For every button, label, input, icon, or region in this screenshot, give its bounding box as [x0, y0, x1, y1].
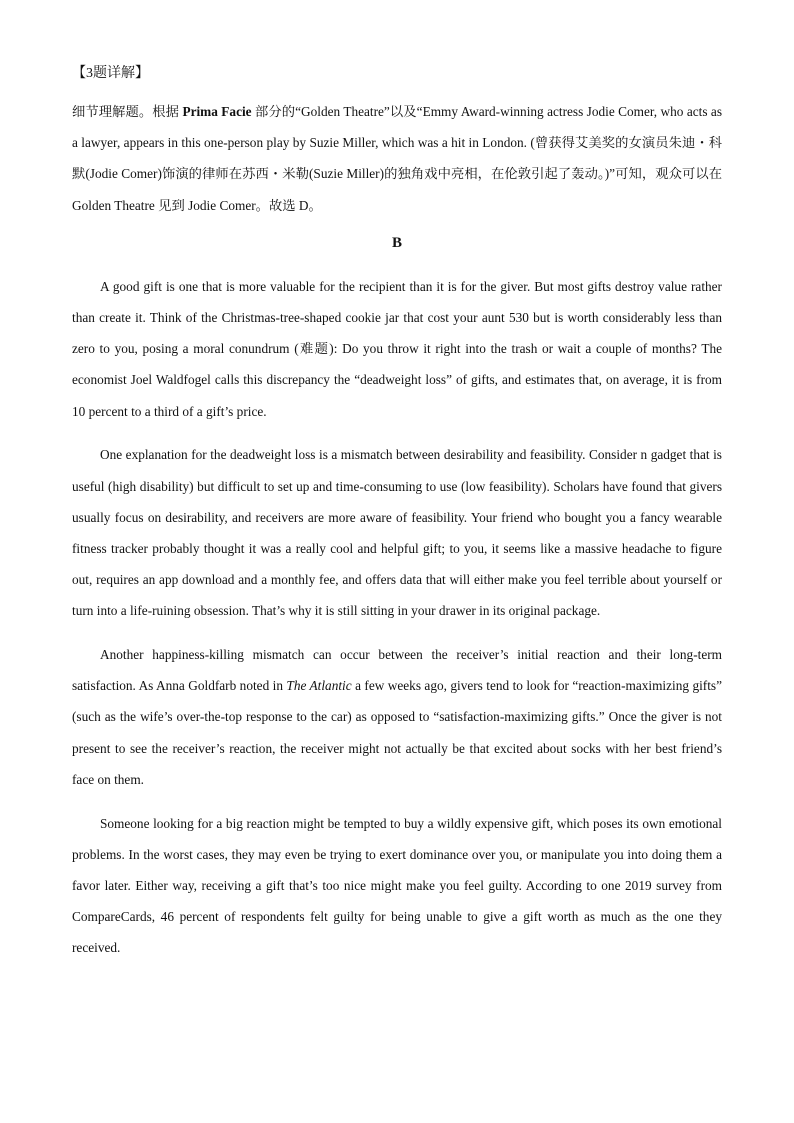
paragraph-3-text-2: a few weeks ago, givers tend to look for “reaction-maximizing gifts” (such as the wife’s over-the-top response to the car) as opposed to “satisfaction-maximizing gifts.” Once the giver is not present to see the receiver’s reaction, the receiver might not actually be that excited about socks with her best friend’s face on them. — [72, 678, 722, 787]
passage-paragraph-2: One explanation for the deadweight loss is a mismatch between desirability and feasibility. Consider n gadget that is useful (high disability) but difficult to set up and time-consuming to use (low feasibility). Scholars have found that givers usually focus on desirability, and receivers are more aware of feasibility. Your friend who bought you a fancy wearable fitness tracker probably thought it was a really cool and helpful gift; to you, it seems like a massive headache to figure out, requires an app download and a monthly fee, and offers data that will either make you feel terrible about yourself or turn into a life-ruining obsession. That’s why it is still sitting in your drawer in its original package. — [72, 447, 722, 619]
explanation-text-1: 细节理解题。根据 — [72, 104, 183, 119]
passage-paragraph-3 — [72, 639, 722, 795]
explanation-bold-term: Prima Facie — [182, 104, 252, 119]
paragraph-3-text-1: Another happiness-killing mismatch can occur between the receiver’s initial reaction and their long-term satisfaction. As Anna Goldfarb noted in — [72, 647, 722, 694]
publication-title: The Atlantic — [286, 678, 352, 694]
document-page — [72, 62, 722, 964]
explanation-paragraph — [72, 96, 722, 221]
passage-paragraph-4: Someone looking for a big reaction might be tempted to buy a wildly expensive gift, which poses its own emotional problems. In the worst cases, they may even be trying to exert dominance over you, or manipulate you into doing them a favor later. Either way, receiving a gift that’s too nice might make you feel guilty. According to one 2019 survey from CompareCards, 46 percent of respondents felt guilty for being unable to give a gift worth as much as the one they received. — [72, 815, 722, 956]
explanation-text-2: 部分的“Golden Theatre”以及“Emmy Award-winning actress Jodie Comer, who acts as a lawyer, appears in this one-person play by Suzie Miller, which was a hit in London. (曾获得艾美奖的女演员朱迪・科默(Jodie Comer)饰演的律师在苏西・米勒(Suzie Miller)的独角戏中亮相，在伦敦引起了轰动。)”可知，观众可以在 Golden Theatre 见到 Jodie Comer。故选 D。 — [72, 104, 722, 213]
passage-paragraph-1: A good gift is one that is more valuable for the recipient than it is for the giver. But most gifts destroy value rather than create it. Think of the Christmas-tree-shaped cookie jar that cost your aunt 530 but is worth considerably less than zero to you, posing a moral conundrum (难题): Do you throw it right into the trash or wait a couple of months? The economist Joel Waldfogel calls this discrepancy the “deadweight loss” of gifts, and estimates that, on average, it is from 10 percent to a third of a gift’s price. — [72, 278, 722, 419]
part-heading: B — [391, 234, 402, 251]
section-title: 【3题详解】 — [72, 66, 149, 81]
